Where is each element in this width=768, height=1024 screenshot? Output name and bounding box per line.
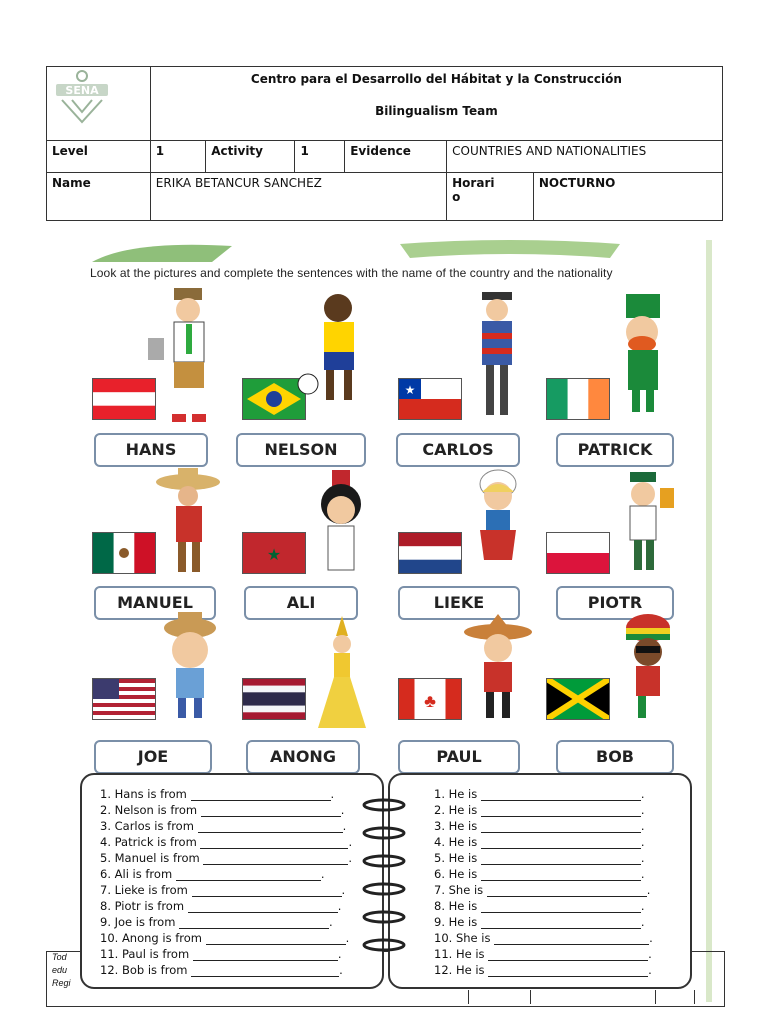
green-banner-right [400, 240, 620, 260]
sentence-right-10: 10. She is . [434, 931, 653, 945]
footer-divider [530, 990, 531, 1004]
character-card-anong [242, 588, 392, 724]
name-box-manuel: MANUEL [94, 586, 216, 620]
hans-figure [146, 288, 226, 428]
activity-label: Activity [206, 141, 295, 173]
character-card-hans [92, 288, 242, 424]
horario-value: NOCTURNO [533, 173, 722, 221]
lieke-figure [452, 442, 532, 582]
name-box-hans: HANS [94, 433, 208, 467]
sentence-right-8: 8. He is . [434, 899, 645, 913]
sentence-left-11: 11. Paul is from . [100, 947, 342, 961]
footer-divider [655, 990, 656, 1004]
sentence-right-7: 7. She is . [434, 883, 651, 897]
name-box-paul: PAUL [398, 740, 520, 774]
spiral-ring-icon [360, 938, 408, 952]
character-card-manuel [92, 442, 242, 578]
name-box-ali: ALI [244, 586, 358, 620]
spiral-ring-icon [360, 854, 408, 868]
notebook-right-page [388, 773, 692, 989]
svg-text:★: ★ [404, 383, 416, 397]
character-card-nelson [242, 288, 392, 424]
sentence-right-2: 2. He is . [434, 803, 645, 817]
sentence-right-9: 9. He is . [434, 915, 645, 929]
sentence-left-2: 2. Nelson is from . [100, 803, 345, 817]
sentence-right-11: 11. He is . [434, 947, 652, 961]
level-label: Level [47, 141, 151, 173]
spiral-ring-icon [360, 882, 408, 896]
name-box-joe: JOE [94, 740, 212, 774]
sentence-left-9: 9. Joe is from . [100, 915, 333, 929]
sentence-left-10: 10. Anong is from . [100, 931, 350, 945]
name-box-piotr: PIOTR [556, 586, 674, 620]
sentence-left-4: 4. Patrick is from . [100, 835, 353, 849]
sentence-right-6: 6. He is . [434, 867, 645, 881]
joe-figure [146, 588, 226, 728]
name-label: Name [47, 173, 151, 221]
spiral-ring-icon [360, 798, 408, 812]
footer-text: Tod edu Regi [52, 952, 71, 988]
piotr-figure [600, 442, 680, 582]
footer-divider [694, 990, 695, 1004]
name-box-lieke: LIEKE [398, 586, 520, 620]
sentence-left-5: 5. Manuel is from . [100, 851, 353, 865]
sentence-left-8: 8. Piotr is from . [100, 899, 342, 913]
sena-logo [52, 68, 112, 126]
svg-text:♣: ♣ [424, 691, 436, 711]
evidence-label: Evidence [345, 141, 447, 173]
horario-label: Horari o [447, 173, 534, 221]
character-card-carlos [398, 288, 548, 424]
sentence-left-6: 6. Ali is from . [100, 867, 325, 881]
worksheet-edge [706, 240, 712, 1002]
name-value: ERIKA BETANCUR SANCHEZ [150, 173, 446, 221]
ali-figure [296, 442, 376, 582]
nelson-figure [296, 288, 376, 428]
spiral-ring-icon [360, 910, 408, 924]
character-card-lieke [398, 442, 548, 578]
sentence-left-7: 7. Lieke is from . [100, 883, 346, 897]
sentence-right-4: 4. He is . [434, 835, 645, 849]
anong-figure [296, 588, 376, 728]
manuel-figure [146, 442, 226, 582]
activity-value: 1 [295, 141, 345, 173]
notebook-left-page [80, 773, 384, 989]
carlos-figure [452, 288, 532, 428]
paul-figure [452, 588, 532, 728]
institution-title: Centro para el Desarrollo del Hábitat y la Construcción [250, 72, 622, 86]
patrick-figure [600, 288, 680, 428]
level-value: 1 [150, 141, 205, 173]
sentence-left-12: 12. Bob is from . [100, 963, 343, 977]
character-card-patrick [546, 288, 696, 424]
name-box-bob: BOB [556, 740, 674, 774]
green-banner-left [92, 240, 232, 262]
sentence-left-1: 1. Hans is from . [100, 787, 335, 801]
character-card-bob [546, 588, 696, 724]
instruction-text: Look at the pictures and complete the sentences with the name of the country and the nationality [90, 266, 613, 280]
header-table [46, 66, 723, 221]
footer-divider [468, 990, 469, 1004]
team-title: Bilingualism Team [375, 104, 498, 118]
character-card-joe [92, 588, 242, 724]
name-box-nelson: NELSON [236, 433, 366, 467]
name-box-carlos: CARLOS [396, 433, 520, 467]
sentence-right-1: 1. He is . [434, 787, 645, 801]
sentence-left-3: 3. Carlos is from . [100, 819, 347, 833]
spiral-ring-icon [360, 826, 408, 840]
evidence-value: COUNTRIES AND NATIONALITIES [447, 141, 723, 173]
character-card-paul [398, 588, 548, 724]
svg-text:★: ★ [266, 547, 282, 564]
title-cell [150, 67, 722, 141]
bob-figure [600, 588, 680, 728]
logo-text: SENA [65, 84, 99, 97]
name-box-anong: ANONG [246, 740, 360, 774]
name-box-patrick: PATRICK [556, 433, 674, 467]
sentence-right-3: 3. He is . [434, 819, 645, 833]
sentence-right-5: 5. He is . [434, 851, 645, 865]
character-card-ali [242, 442, 392, 578]
character-card-piotr [546, 442, 696, 578]
sentence-right-12: 12. He is . [434, 963, 652, 977]
